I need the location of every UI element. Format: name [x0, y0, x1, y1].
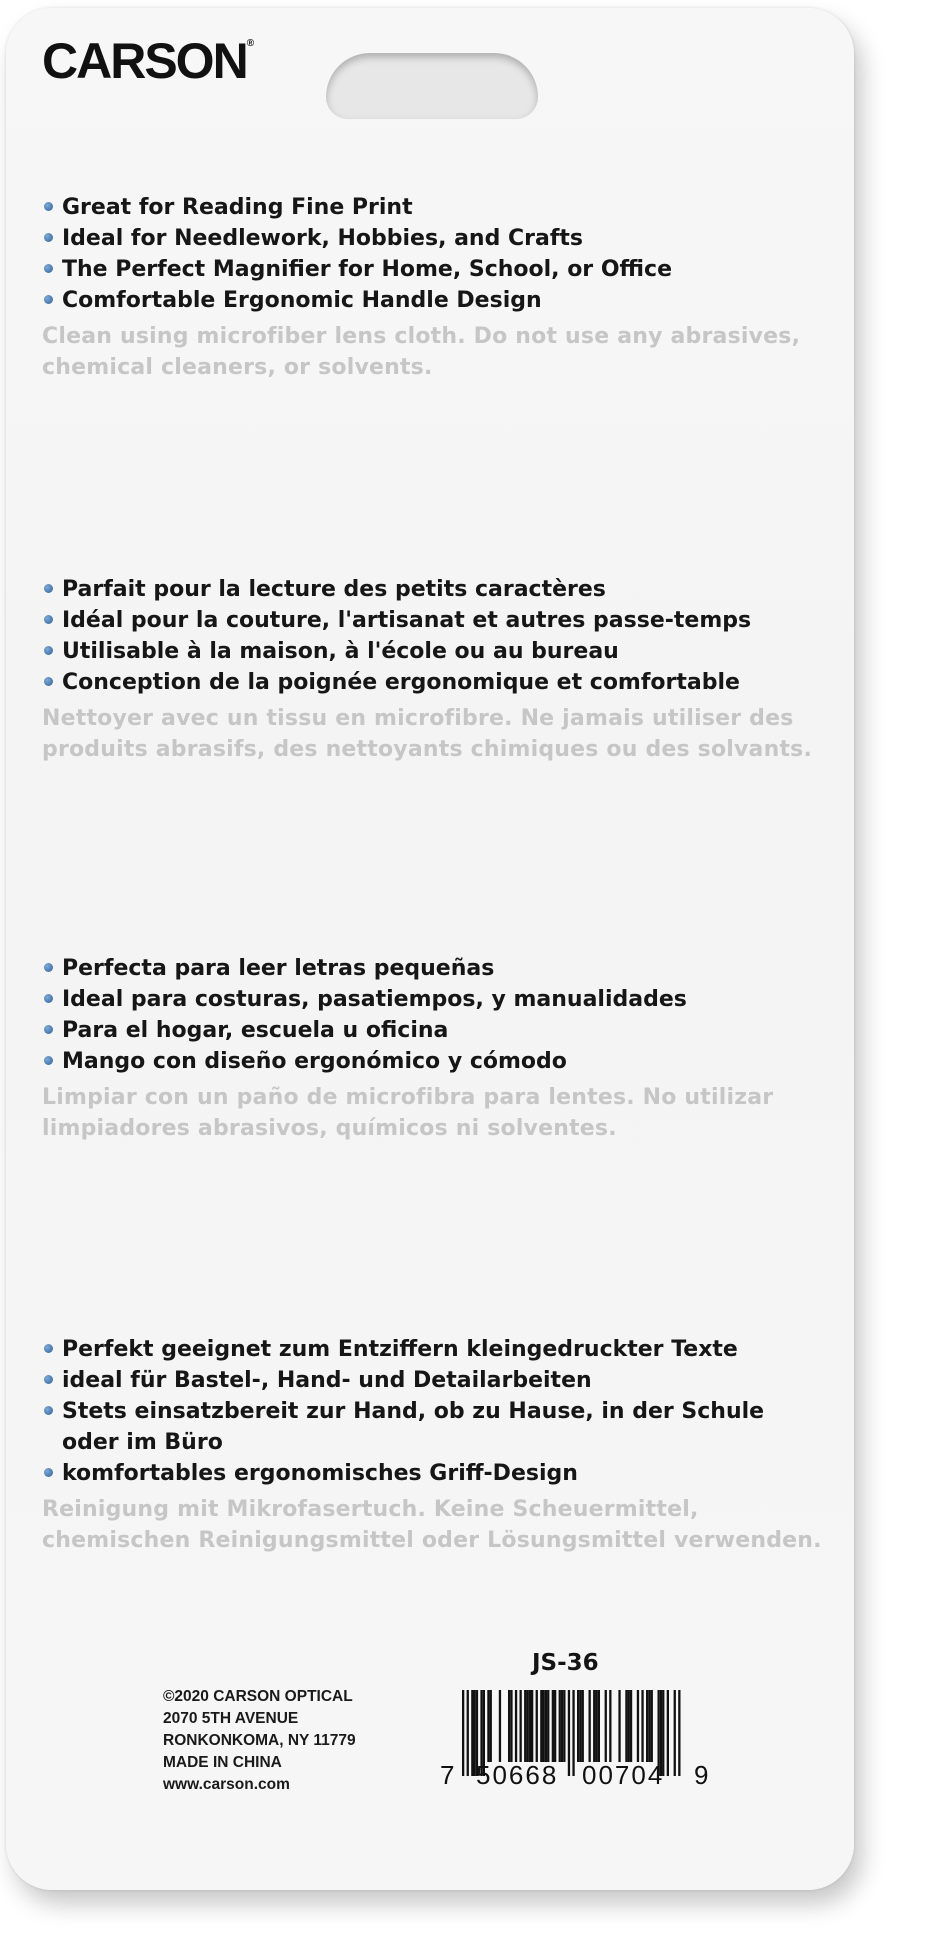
barcode-bar — [667, 1690, 669, 1776]
barcode-digits-right: 00704 — [582, 1760, 665, 1790]
brand-logo: CARSON® — [42, 33, 255, 89]
feature-item: Utilisable à la maison, à l'école ou au bureau — [42, 636, 822, 667]
barcode-bar — [467, 1690, 469, 1776]
section-english — [42, 192, 822, 383]
barcode-bar — [641, 1690, 643, 1762]
section-french — [42, 574, 822, 765]
barcode-bar — [462, 1690, 464, 1776]
barcode-bar — [598, 1690, 600, 1762]
care-instructions: Limpiar con un paño de microfibra para lentes. No utilizar limpiadores abrasivos, químicos ni solventes. — [42, 1085, 774, 1141]
section-spanish — [42, 953, 822, 1144]
barcode-digit-first: 7 — [440, 1760, 455, 1790]
feature-item: Parfait pour la lecture des petits caractères — [42, 574, 822, 605]
barcode-bar — [524, 1690, 526, 1762]
barcode-bar — [552, 1690, 554, 1762]
barcode-bar — [589, 1690, 591, 1762]
barcode-bar — [554, 1690, 556, 1762]
feature-item: Stets einsatzbereit zur Hand, ob zu Hause, in der Schule oder im Büro — [42, 1396, 822, 1458]
feature-item: Great for Reading Fine Print — [42, 192, 822, 223]
barcode-bar — [490, 1690, 492, 1762]
barcode-bar — [543, 1690, 545, 1762]
feature-item: komfortables ergonomisches Griff-Design — [42, 1458, 822, 1489]
barcode-bar — [520, 1690, 522, 1762]
upc-barcode — [440, 1690, 710, 1790]
feature-list — [42, 192, 822, 316]
barcode-bar — [547, 1690, 549, 1762]
barcode-bar — [630, 1690, 632, 1762]
feature-item: Perfecta para leer letras pequeñas — [42, 953, 822, 984]
barcode-bar — [674, 1690, 676, 1776]
barcode-bar — [651, 1690, 653, 1762]
barcode-bar — [471, 1690, 473, 1776]
barcode-bar — [646, 1690, 648, 1762]
address-line: RONKONKOMA, NY 11779 — [163, 1732, 356, 1749]
barcode-bar — [577, 1690, 579, 1762]
barcode-bar — [510, 1690, 512, 1762]
address-line: MADE IN CHINA — [163, 1754, 282, 1771]
company-address — [163, 1686, 356, 1796]
barcode-bar — [678, 1690, 680, 1776]
barcode-digits-left: 50668 — [476, 1760, 559, 1790]
barcode-bar — [582, 1690, 584, 1762]
barcode-bar — [637, 1690, 639, 1762]
feature-item: Conception de la poignée ergonomique et comfortable — [42, 667, 822, 698]
barcode-bar — [563, 1690, 565, 1762]
barcode-bar — [531, 1690, 533, 1762]
barcode-digit-last: 9 — [694, 1760, 709, 1790]
address-line: www.carson.com — [163, 1776, 290, 1793]
barcode-bar — [568, 1690, 570, 1776]
barcode-bar — [545, 1690, 547, 1762]
feature-item: ideal für Bastel-, Hand- und Detailarbeiten — [42, 1365, 822, 1396]
barcode-bar — [593, 1690, 595, 1762]
feature-item: The Perfect Magnifier for Home, School, or Office — [42, 254, 822, 285]
barcode-bar — [540, 1690, 542, 1762]
barcode-bar — [605, 1690, 607, 1762]
barcode-bar — [515, 1690, 517, 1762]
feature-item: Idéal pour la couture, l'artisanat et autres passe-temps — [42, 605, 822, 636]
barcode-bar — [625, 1690, 627, 1762]
feature-item: Ideal for Needlework, Hobbies, and Crafts — [42, 223, 822, 254]
address-line: 2070 5TH AVENUE — [163, 1710, 299, 1727]
barcode-bar — [536, 1690, 538, 1762]
address-line: ©2020 CARSON OPTICAL — [163, 1688, 353, 1705]
feature-item: Para el hogar, escuela u oficina — [42, 1015, 822, 1046]
feature-item: Perfekt geeignet zum Entziffern kleingedruckter Texte — [42, 1334, 822, 1365]
barcode-bar — [529, 1690, 531, 1762]
barcode-bar — [579, 1690, 581, 1762]
feature-item: Comfortable Ergonomic Handle Design — [42, 285, 822, 316]
feature-list — [42, 1334, 822, 1489]
barcode-bar — [526, 1690, 528, 1762]
hang-hole — [326, 53, 538, 119]
barcode-bar — [487, 1690, 489, 1762]
barcode-bar — [618, 1690, 620, 1762]
barcode-bar — [628, 1690, 630, 1762]
barcode-bar — [572, 1690, 574, 1776]
feature-list — [42, 953, 822, 1077]
barcode-bar — [508, 1690, 510, 1762]
barcode-bar — [559, 1690, 561, 1762]
barcode-bar — [561, 1690, 563, 1762]
care-instructions: Reinigung mit Mikrofasertuch. Keine Scheuermittel, chemischen Reinigungsmittel oder Lösungsmittel verwenden. — [42, 1497, 822, 1553]
feature-item: Mango con diseño ergonómico y cómodo — [42, 1046, 822, 1077]
care-instructions: Nettoyer avec un tissu en microfibre. Ne jamais utiliser des produits abrasifs, des nettoyants chimiques ou des solvants. — [42, 706, 813, 762]
barcode-bar — [609, 1690, 611, 1762]
model-number: JS-36 — [532, 1650, 599, 1676]
section-german — [42, 1334, 822, 1556]
barcode-bar — [648, 1690, 650, 1762]
care-instructions: Clean using microfiber lens cloth. Do not use any abrasives, chemical cleaners, or solvents. — [42, 324, 801, 380]
barcode-bar — [499, 1690, 501, 1762]
feature-list — [42, 574, 822, 698]
barcode-bar — [595, 1690, 597, 1762]
feature-item: Ideal para costuras, pasatiempos, y manualidades — [42, 984, 822, 1015]
